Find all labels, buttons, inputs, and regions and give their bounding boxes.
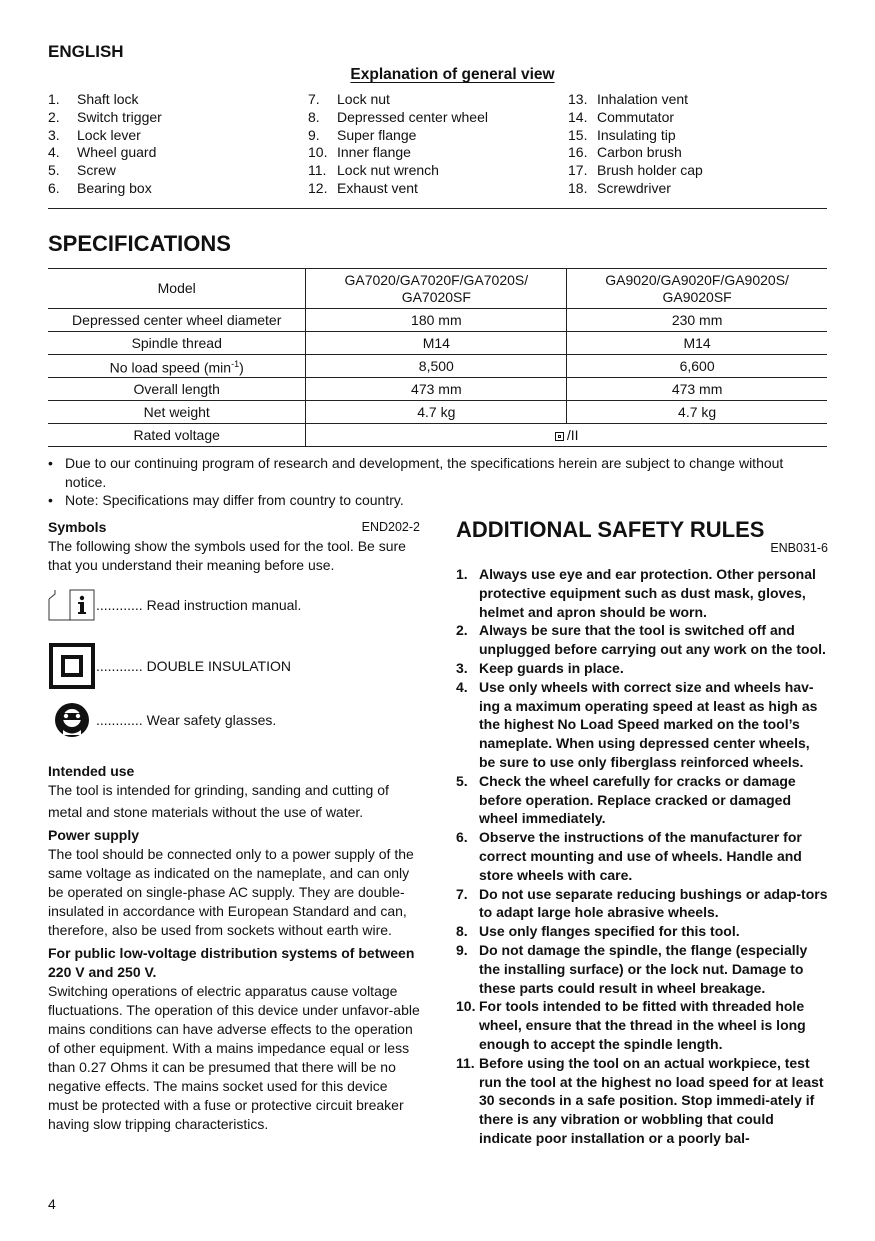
part-label: Lock lever bbox=[77, 126, 141, 143]
part-number: 5. bbox=[48, 162, 60, 179]
model-a-header bbox=[306, 269, 567, 309]
part-label: Depressed center wheel bbox=[337, 108, 488, 125]
rule-text: For tools intended to be fitted with threaded hole wheel, ensure that the thread in the wheel is long enough to accept the spindle length. bbox=[479, 998, 806, 1052]
list-item bbox=[456, 678, 828, 772]
rule-text: Do not use separate reducing bushings or adap-tors to adapt large hole abrasive wheels. bbox=[479, 885, 828, 921]
part-item bbox=[308, 144, 558, 162]
symbols-heading-row bbox=[48, 518, 420, 537]
list-item bbox=[456, 621, 828, 659]
read-manual-icon bbox=[48, 589, 96, 621]
table-row bbox=[48, 424, 827, 447]
general-view-title bbox=[0, 66, 875, 84]
part-label: Shaft lock bbox=[77, 91, 139, 107]
note-text: Note: Specifications may differ from country to country. bbox=[65, 492, 404, 508]
part-item bbox=[308, 91, 558, 109]
rule-text: Always use eye and ear protection. Other personal protective equipment such as dust mask, gloves, helmet and apron should be worn. bbox=[479, 566, 816, 620]
rule-text: Keep guards in place. bbox=[479, 659, 624, 676]
safety-rules-list bbox=[456, 565, 828, 1148]
part-label: Screw bbox=[77, 162, 116, 179]
spec-value-b: 6,600 bbox=[567, 355, 827, 378]
part-item bbox=[568, 109, 818, 127]
specifications-title: SPECIFICATIONS bbox=[48, 231, 231, 256]
spec-label: Net weight bbox=[48, 401, 306, 424]
part-number: 17. bbox=[568, 162, 588, 179]
part-item bbox=[568, 144, 818, 162]
part-item bbox=[568, 91, 818, 109]
spec-value-a: 4.7 kg bbox=[306, 401, 567, 424]
model-b-line1: GA9020/GA9020F/GA9020S/ bbox=[605, 271, 789, 288]
double-insulation-icon bbox=[555, 432, 564, 441]
symbols-intro: The following show the symbols used for the tool. Be sure that you understand their meaning before use. bbox=[48, 538, 406, 573]
symbol-double-insulation-text: ............ DOUBLE INSULATION bbox=[96, 657, 292, 674]
rule-text: Use only flanges specified for this tool. bbox=[479, 923, 740, 940]
model-b-line2: GA9020SF bbox=[662, 288, 732, 305]
rule-number: 8. bbox=[456, 923, 468, 940]
part-item bbox=[48, 180, 298, 198]
rule-number: 4. bbox=[456, 678, 468, 695]
rule-text: Check the wheel carefully for cracks or damage before operation. Replace cracked or damaged wheel immediately. bbox=[479, 772, 796, 827]
symbols-code: END202-2 bbox=[361, 520, 420, 534]
spec-value-b: 230 mm bbox=[567, 309, 827, 332]
note-text: Due to our continuing program of research and development, the specifications herein are subject to change without notice. bbox=[65, 455, 784, 490]
spec-value-a: M14 bbox=[306, 332, 567, 355]
symbol-row-manual bbox=[48, 589, 301, 621]
specifications-table bbox=[48, 268, 827, 447]
rule-number: 6. bbox=[456, 829, 468, 846]
model-header: Model bbox=[48, 269, 306, 309]
part-label: Brush holder cap bbox=[597, 162, 703, 179]
safety-glasses-icon bbox=[48, 701, 96, 739]
rule-number: 5. bbox=[456, 772, 468, 789]
language-heading: ENGLISH bbox=[48, 42, 124, 61]
table-row bbox=[48, 332, 827, 355]
part-label: Inner flange bbox=[337, 144, 411, 161]
part-label: Lock nut wrench bbox=[337, 162, 439, 179]
model-a-line1: GA7020/GA7020F/GA7020S/ bbox=[344, 271, 529, 288]
rated-voltage-text: /II bbox=[566, 426, 579, 443]
symbols-list bbox=[48, 575, 420, 754]
additional-safety-rules-title: ADDITIONAL SAFETY RULES bbox=[456, 517, 765, 542]
rule-number: 10. bbox=[456, 998, 476, 1015]
part-label: Bearing box bbox=[77, 179, 152, 196]
rule-text: Observe the instructions of the manufacturer for correct mounting and use of wheels. Handle and store wheels with care. bbox=[479, 829, 802, 883]
list-item bbox=[456, 997, 828, 1053]
rated-voltage-value bbox=[306, 424, 827, 447]
list-item bbox=[456, 1054, 828, 1148]
part-number: 4. bbox=[48, 144, 60, 161]
rule-number: 3. bbox=[456, 659, 468, 676]
intended-use-line-2: metal and stone materials without the use of water. bbox=[48, 804, 364, 820]
page-number: 4 bbox=[48, 1196, 56, 1212]
list-item bbox=[456, 659, 828, 678]
spec-label: Rated voltage bbox=[48, 424, 306, 447]
part-number: 16. bbox=[568, 144, 588, 161]
part-number: 6. bbox=[48, 179, 60, 196]
parts-list-column-1 bbox=[48, 91, 298, 198]
bullet: • bbox=[48, 455, 53, 471]
section-divider bbox=[48, 208, 827, 209]
rule-number: 11. bbox=[456, 1054, 475, 1071]
part-number: 18. bbox=[568, 179, 588, 196]
intended-use-heading: Intended use bbox=[48, 763, 135, 779]
parts-list-column-3 bbox=[568, 91, 818, 198]
list-item bbox=[456, 772, 828, 828]
part-item bbox=[308, 180, 558, 198]
part-label: Super flange bbox=[337, 126, 417, 143]
spec-value-a: 8,500 bbox=[306, 355, 567, 378]
list-item bbox=[48, 491, 828, 510]
spec-label-superscript: -1 bbox=[231, 358, 240, 369]
symbol-manual-text: ............ Read instruction manual. bbox=[96, 596, 302, 613]
part-label: Switch trigger bbox=[77, 108, 162, 125]
specification-notes bbox=[48, 454, 828, 510]
part-item bbox=[308, 127, 558, 145]
spec-label-end: ) bbox=[239, 359, 244, 376]
double-insulation-icon bbox=[48, 643, 96, 689]
part-label: Screwdriver bbox=[597, 179, 671, 196]
list-item bbox=[456, 922, 828, 941]
part-item bbox=[568, 180, 818, 198]
symbol-safety-glasses-text: ............ Wear safety glasses. bbox=[96, 711, 277, 728]
symbols-heading: Symbols bbox=[48, 519, 107, 535]
part-number: 3. bbox=[48, 126, 60, 143]
parts-list-column-2 bbox=[308, 91, 558, 198]
list-item bbox=[456, 565, 828, 621]
list-item bbox=[48, 454, 828, 491]
low-voltage-text: Switching operations of electric apparatus cause voltage fluctuations. The operation of this device under unfavor-able mains conditions can have adverse effects to the operation of other equipment. With a mains impedance equal or less than 0.27 Ohms it can be presumed that there will be no negative effects. The mains socket used for this device must be protected with a fuse or protective circuit breaker having slow tripping characteristics. bbox=[48, 983, 420, 1132]
part-item bbox=[308, 109, 558, 127]
additional-safety-rules-code: ENB031-6 bbox=[770, 541, 828, 555]
spec-label: Spindle thread bbox=[48, 332, 306, 355]
part-label: Inhalation vent bbox=[597, 91, 689, 107]
part-number: 12. bbox=[308, 179, 328, 196]
table-row bbox=[48, 309, 827, 332]
list-item bbox=[456, 885, 828, 923]
rule-number: 7. bbox=[456, 885, 468, 902]
rule-number: 1. bbox=[456, 566, 468, 582]
part-number: 15. bbox=[568, 126, 588, 143]
spec-label-main: No load speed (min bbox=[109, 359, 232, 376]
list-item bbox=[456, 828, 828, 884]
rule-text: Use only wheels with correct size and wheels hav-ing a maximum operating speed at least as high as the highest No Load Speed marked on the tool’s nameplate. When using depressed center wheels, be sure to use only fiberglass reinforced wheels. bbox=[479, 678, 818, 770]
spec-value-b: 473 mm bbox=[567, 378, 827, 401]
spec-value-a: 180 mm bbox=[306, 309, 567, 332]
part-number: 13. bbox=[568, 91, 588, 107]
general-view-title-text: Explanation of general view bbox=[350, 66, 555, 83]
part-label: Exhaust vent bbox=[337, 179, 418, 196]
rule-text: Do not damage the spindle, the flange (especially the installing surface) or the lock nut. Damage to these parts could result in wheel breakage. bbox=[479, 941, 808, 996]
spec-label bbox=[48, 355, 306, 378]
part-label: Insulating tip bbox=[597, 126, 676, 143]
part-number: 8. bbox=[308, 108, 320, 125]
part-item bbox=[308, 162, 558, 180]
list-item bbox=[456, 941, 828, 997]
part-label: Carbon brush bbox=[597, 144, 682, 161]
right-column bbox=[456, 516, 828, 1148]
table-row bbox=[48, 355, 827, 378]
symbol-row-safety-glasses bbox=[48, 701, 276, 739]
part-number: 7. bbox=[308, 91, 320, 107]
spec-value-b: 4.7 kg bbox=[567, 401, 827, 424]
power-supply-heading: Power supply bbox=[48, 827, 140, 843]
rule-text: Always be sure that the tool is switched off and unplugged before carrying out any work on the tool. bbox=[479, 622, 826, 658]
power-supply-text: The tool should be connected only to a power supply of the same voltage as indicated on the nameplate, and can only be operated on single-phase AC supply. They are double-insulated in accordance with European Standard and can, therefore, also be used from sockets without earth wire. bbox=[48, 846, 414, 938]
intended-use-line-1: The tool is intended for grinding, sanding and cutting of bbox=[48, 782, 389, 798]
spec-value-a: 473 mm bbox=[306, 378, 567, 401]
part-number: 11. bbox=[308, 162, 327, 179]
model-b-header bbox=[567, 269, 827, 309]
part-item bbox=[48, 109, 298, 127]
part-number: 2. bbox=[48, 108, 60, 125]
part-item bbox=[48, 127, 298, 145]
rule-number: 2. bbox=[456, 622, 468, 639]
model-a-line2: GA7020SF bbox=[401, 288, 471, 305]
part-item bbox=[48, 91, 298, 109]
symbol-row-double-insulation bbox=[48, 643, 291, 689]
part-number: 9. bbox=[308, 126, 320, 143]
table-row bbox=[48, 401, 827, 424]
spec-label: Overall length bbox=[48, 378, 306, 401]
part-item bbox=[48, 162, 298, 180]
bullet: • bbox=[48, 492, 53, 508]
part-label: Lock nut bbox=[337, 91, 390, 107]
part-number: 14. bbox=[568, 108, 588, 125]
spec-label: Depressed center wheel diameter bbox=[48, 309, 306, 332]
table-row bbox=[48, 378, 827, 401]
part-label: Commutator bbox=[597, 108, 675, 125]
part-number: 1. bbox=[48, 91, 60, 107]
part-item bbox=[48, 144, 298, 162]
part-number: 10. bbox=[308, 144, 328, 161]
rule-number: 9. bbox=[456, 941, 468, 958]
left-column bbox=[48, 518, 420, 1134]
part-label: Wheel guard bbox=[77, 144, 157, 161]
rule-text: Before using the tool on an actual workpiece, test run the tool at the highest no load speed for at least 30 seconds in a safe position. Stop immedi-ately if there is any vibration or wobbling that could indicate poor installation or a poorly bal- bbox=[479, 1054, 824, 1146]
part-item bbox=[568, 127, 818, 145]
low-voltage-heading: For public low-voltage distribution systems of between 220 V and 250 V. bbox=[48, 945, 415, 980]
spec-value-b: M14 bbox=[567, 332, 827, 355]
part-item bbox=[568, 162, 818, 180]
table-header-row bbox=[48, 269, 827, 309]
